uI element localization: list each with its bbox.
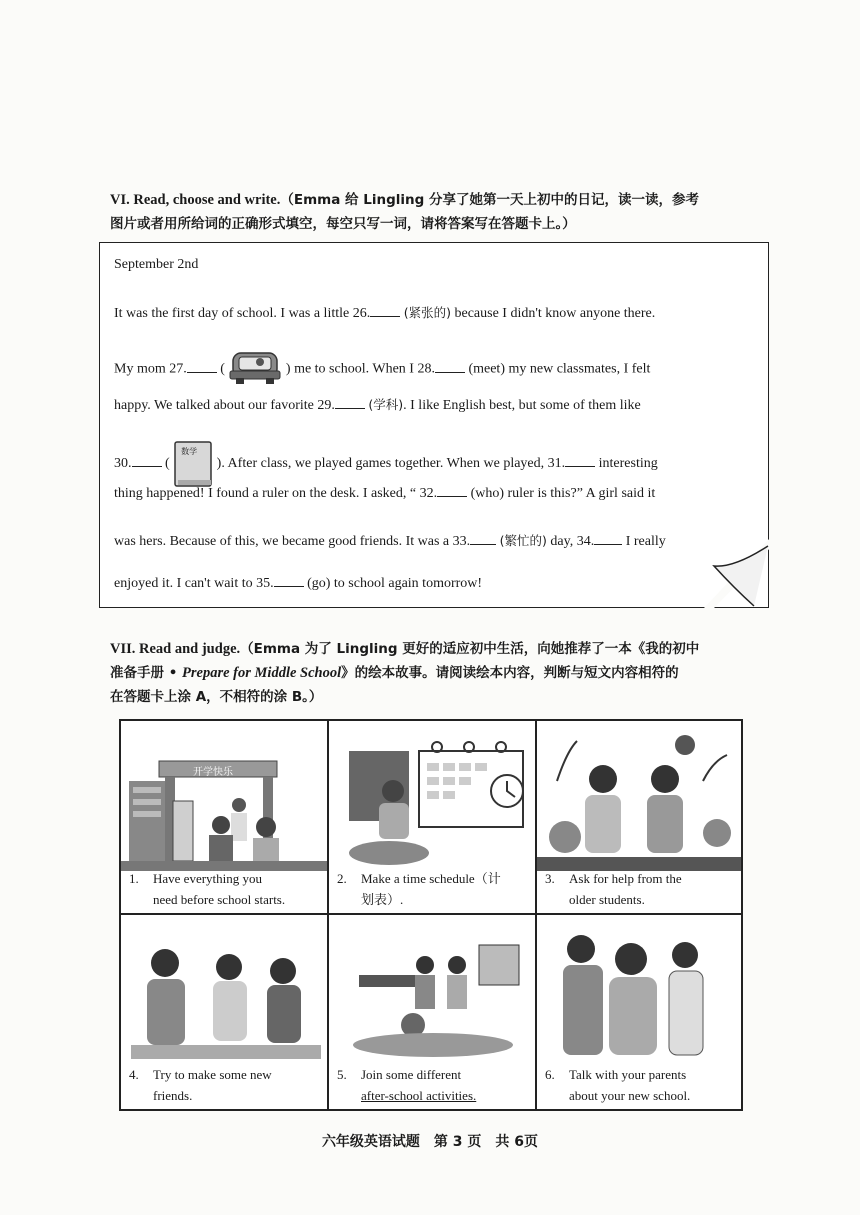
hint-33: (繁忙的)	[499, 533, 547, 548]
diary-text: ) me to school. When I 28.	[285, 361, 435, 377]
blank-26[interactable]	[370, 316, 400, 317]
panel-4	[120, 914, 328, 1110]
panel-2	[328, 720, 536, 914]
blank-27[interactable]	[187, 372, 217, 373]
diary-line-3	[114, 395, 641, 414]
caption-1	[129, 868, 285, 910]
diary-text: because I didn't know anyone there.	[454, 306, 656, 321]
hint-29: (学科)	[368, 397, 404, 412]
caption-text: older students.	[569, 892, 645, 907]
diary-box	[99, 242, 769, 608]
diary-text: (go) to school again tomorrow!	[307, 576, 483, 591]
section-6-title-zh-1: （Emma 给 Lingling 分享了她第一天上初中的日记，读一读，参考	[280, 192, 699, 208]
diary-text: thing happened! I found a ruler on the desk. I asked, “ 32.	[114, 486, 438, 501]
blank-31[interactable]	[565, 466, 595, 467]
book-label: 数学	[181, 447, 198, 456]
caption-text: Talk with your parents	[569, 1067, 687, 1082]
math-book-icon	[173, 440, 213, 488]
older-students-illustration	[537, 721, 742, 871]
section-7-title-en: VII. Read and judge.	[110, 641, 241, 657]
caption-2	[337, 868, 501, 910]
diary-text: (who) ruler is this?” A girl said it	[470, 486, 656, 501]
caption-text: Join some different	[361, 1067, 462, 1082]
page-curl-icon	[704, 538, 770, 608]
welcome-sign: 开学快乐	[193, 767, 233, 778]
school-gate-illustration	[121, 721, 328, 871]
blank-33[interactable]	[470, 544, 496, 545]
after-school-activities-illustration	[329, 915, 536, 1065]
diary-line-1	[114, 303, 655, 322]
section-6-title-en: VI. Read, choose and write.	[110, 192, 281, 208]
caption-text: Ask for help from the	[569, 871, 682, 886]
parents-illustration	[537, 915, 742, 1065]
panel-5	[328, 914, 536, 1110]
blank-28[interactable]	[435, 372, 465, 373]
caption-number: 3.	[545, 871, 555, 886]
caption-number: 4.	[129, 1067, 139, 1082]
caption-3	[545, 868, 682, 910]
diary-line-4	[114, 440, 658, 488]
panel-6	[536, 914, 742, 1110]
page-footer: 六年级英语试题 第 3 页 共 6页	[321, 1134, 539, 1150]
diary-text: happy. We talked about our favorite 29.	[114, 398, 335, 413]
caption-text: Make a time schedule（计	[361, 871, 501, 886]
section-7-title-zh-3: 在答题卡上涂 A，不相符的涂 B。）	[110, 689, 323, 705]
section-7-title-zh-2c: 》的绘本故事。请阅读绘本内容，判断与短文内容相符的	[341, 665, 679, 681]
caption-4	[129, 1064, 272, 1106]
diary-text: 30.	[114, 456, 132, 472]
section-7-title-zh-2a: 准备手册 •	[110, 665, 183, 681]
diary-line-7	[114, 576, 482, 592]
car-icon	[228, 347, 282, 392]
blank-32[interactable]	[437, 496, 467, 497]
diary-text: was hers. Because of this, we became good friends. It was a 33.	[114, 534, 471, 549]
caption-number: 6.	[545, 1067, 555, 1082]
caption-6	[545, 1064, 690, 1106]
diary-line-2	[114, 347, 650, 392]
blank-30[interactable]	[132, 466, 162, 467]
caption-text: 划表）.	[361, 892, 404, 907]
panel-1	[120, 720, 328, 914]
blank-35[interactable]	[274, 586, 304, 587]
section-6-title-zh-2: 图片或者用所给词的正确形式填空，每空只写一词，请将答案写在答题卡上。）	[110, 216, 576, 232]
section-6-title	[110, 188, 760, 236]
picture-story-grid	[119, 719, 743, 1111]
section-7-title	[110, 637, 760, 709]
caption-5	[337, 1064, 476, 1106]
hint-26: (紧张的)	[403, 305, 451, 320]
new-friends-illustration	[121, 915, 328, 1065]
caption-number: 5.	[337, 1067, 347, 1082]
caption-text: Have everything you	[153, 871, 263, 886]
diary-text: I really	[625, 534, 666, 549]
diary-text: . I like English best, but some of them like	[403, 398, 641, 413]
diary-line-5	[114, 486, 655, 502]
diary-text: enjoyed it. I can't wait to 35.	[114, 576, 274, 591]
diary-text: (	[220, 361, 225, 377]
caption-number: 2.	[337, 871, 347, 886]
section-7-title-zh-1: （Emma 为了 Lingling 更好的适应初中生活，向她推荐了一本《我的初中	[240, 641, 700, 657]
caption-text: Try to make some new	[153, 1067, 272, 1082]
blank-34[interactable]	[594, 544, 622, 545]
caption-text: after-school activities.	[361, 1088, 477, 1103]
diary-text: (	[165, 456, 170, 472]
diary-text: ). After class, we played games together. When we played, 31.	[216, 456, 566, 472]
book-title-en: Prepare for Middle School	[182, 665, 342, 681]
diary-text: day, 34.	[550, 534, 595, 549]
caption-text: friends.	[153, 1088, 193, 1103]
caption-number: 1.	[129, 871, 139, 886]
diary-text: interesting	[598, 456, 658, 472]
blank-29[interactable]	[335, 408, 365, 409]
panel-3	[536, 720, 742, 914]
diary-date: September 2nd	[114, 257, 199, 272]
caption-text: about your new school.	[569, 1088, 691, 1103]
diary-text: It was the first day of school. I was a little 26.	[114, 306, 371, 321]
caption-text: need before school starts.	[153, 892, 286, 907]
diary-text: (meet) my new classmates, I felt	[468, 361, 651, 377]
diary-text: My mom 27.	[114, 361, 187, 377]
diary-line-6	[114, 531, 666, 550]
schedule-illustration	[329, 721, 536, 871]
